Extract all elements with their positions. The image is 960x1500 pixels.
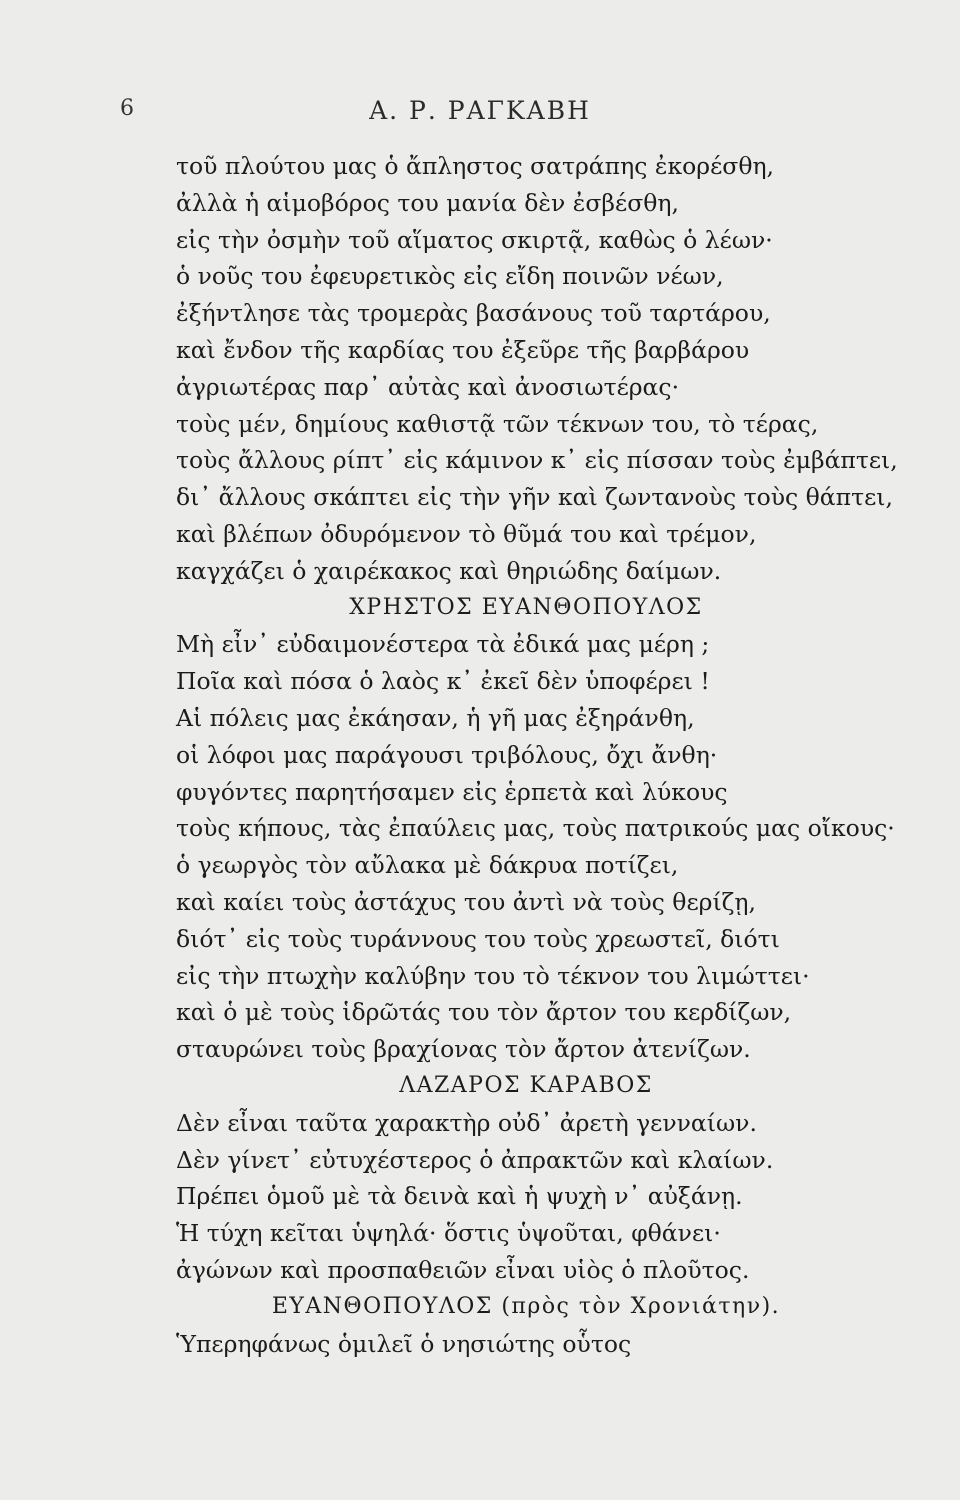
speaker-name: ΛΑΖΑΡΟΣ ΚΑΡΑΒΟΣ [399,1072,653,1098]
verse-line: καὶ καίει τοὺς ἀστάχυς του ἀντὶ νὰ τοὺς θερίζῃ, [176,887,756,916]
page-number: 6 [120,96,134,121]
verse-line: καγχάζει ὁ χαιρέκακος καὶ θηριώδης δαίμων. [176,556,722,585]
verse-line: Μὴ εἶν᾽ εὐδαιμονέστερα τὰ ἐδικά μας μέρη ; [176,630,710,659]
verse-line: εἰς τὴν ὀσμὴν τοῦ αἵματος σκιρτᾷ, καθὼς ὁ λέων· [176,225,773,254]
verse-line: Ὑπερηφάνως ὁμιλεῖ ὁ νησιώτης οὗτος [176,1329,632,1358]
verse-line: Αἱ πόλεις μας ἐκάησαν, ἡ γῆ μας ἐξηράνθη, [176,703,695,732]
verse-line: ὁ γεωργὸς τὸν αὔλακα μὲ δάκρυα ποτίζει, [176,851,679,880]
verse-line: εἰς τὴν πτωχὴν καλύβην του τὸ τέκνον του λιμώττει· [176,961,810,990]
verse-text [176,148,916,1362]
speaker-name: ΕΥΑΝΘΟΠΟΥΛΟΣ (πρὸς τὸν Χρονιάτην). [271,1293,781,1319]
verse-line: Ποῖα καὶ πόσα ὁ λαὸς κ᾽ ἐκεῖ δὲν ὑποφέρει ! [176,667,710,696]
verse-line: Πρέπει ὁμοῦ μὲ τὰ δεινὰ καὶ ἡ ψυχὴ ν᾽ αὐξάνῃ. [176,1182,743,1211]
verse-line: καὶ ἔνδον τῆς καρδίας του ἐξεῦρε τῆς βαρβάρου [176,335,750,364]
verse-line: διότ᾽ εἰς τοὺς τυράννους του τοὺς χρεωστεῖ, διότι [176,924,780,953]
verse-line: τοὺς κήπους, τὰς ἐπαύλεις μας, τοὺς πατρικούς μας οἴκους· [176,814,895,843]
verse-line: σταυρώνει τοὺς βραχίονας τὸν ἄρτον ἀτενίζων. [176,1035,751,1064]
verse-line: τοῦ πλούτου μας ὁ ἄπληστος σατράπης ἐκορέσθη, [176,152,775,180]
verse-line: Δὲν εἶναι ταῦτα χαρακτὴρ οὐδ᾽ ἀρετὴ γενναίων. [176,1108,757,1137]
verse-line: ὁ νοῦς του ἐφευρετικὸς εἰς εἴδη ποινῶν νέων, [176,262,724,291]
verse-line: ἀγώνων καὶ προσπαθειῶν εἶναι υἱὸς ὁ πλοῦτος. [176,1255,750,1284]
verse-line: οἱ λόφοι μας παράγουσι τριβόλους, ὄχι ἄνθη· [176,740,718,769]
verse-line: ἀλλὰ ἡ αἱμοβόρος του μανία δὲν ἐσβέσθη, [176,188,679,217]
verse-line: Δὲν γίνετ᾽ εὐτυχέστερος ὁ ἀπρακτῶν καὶ κλαίων. [176,1145,774,1174]
verse-line: Ἡ τύχη κεῖται ὑψηλά· ὅστις ὑψοῦται, φθάνει· [176,1219,721,1248]
verse-line: δι᾽ ἄλλους σκάπτει εἰς τὴν γῆν καὶ ζωντανοὺς τοὺς θάπτει, [176,483,893,512]
verse-line: ἐξήντλησε τὰς τρομερὰς βασάνους τοῦ ταρτάρου, [176,299,771,328]
verse-line: φυγόντες παρητήσαμεν εἰς ἑρπετὰ καὶ λύκους [176,777,728,806]
verse-line: καὶ βλέπων ὀδυρόμενον τὸ θῦμά του καὶ τρέμον, [176,519,757,548]
speaker-name: ΧΡΗΣΤΟΣ ΕΥΑΝΘΟΠΟΥΛΟΣ [349,594,703,620]
verse-line: τοὺς μέν, δημίους καθιστᾷ τῶν τέκνων του, τὸ τέρας, [176,409,819,438]
running-head: Α. Ρ. ΡΑΓΚΑΒΗ [369,96,591,125]
verse-line: καὶ ὁ μὲ τοὺς ἱδρῶτάς του τὸν ἄρτον του κερδίζων, [176,998,792,1027]
verse-line: ἀγριωτέρας παρ᾽ αὐτὰς καὶ ἀνοσιωτέρας· [176,372,680,401]
verse-line: τοὺς ἄλλους ρίπτ᾽ εἰς κάμινον κ᾽ εἰς πίσσαν τοὺς ἐμβάπτει, [176,446,898,475]
